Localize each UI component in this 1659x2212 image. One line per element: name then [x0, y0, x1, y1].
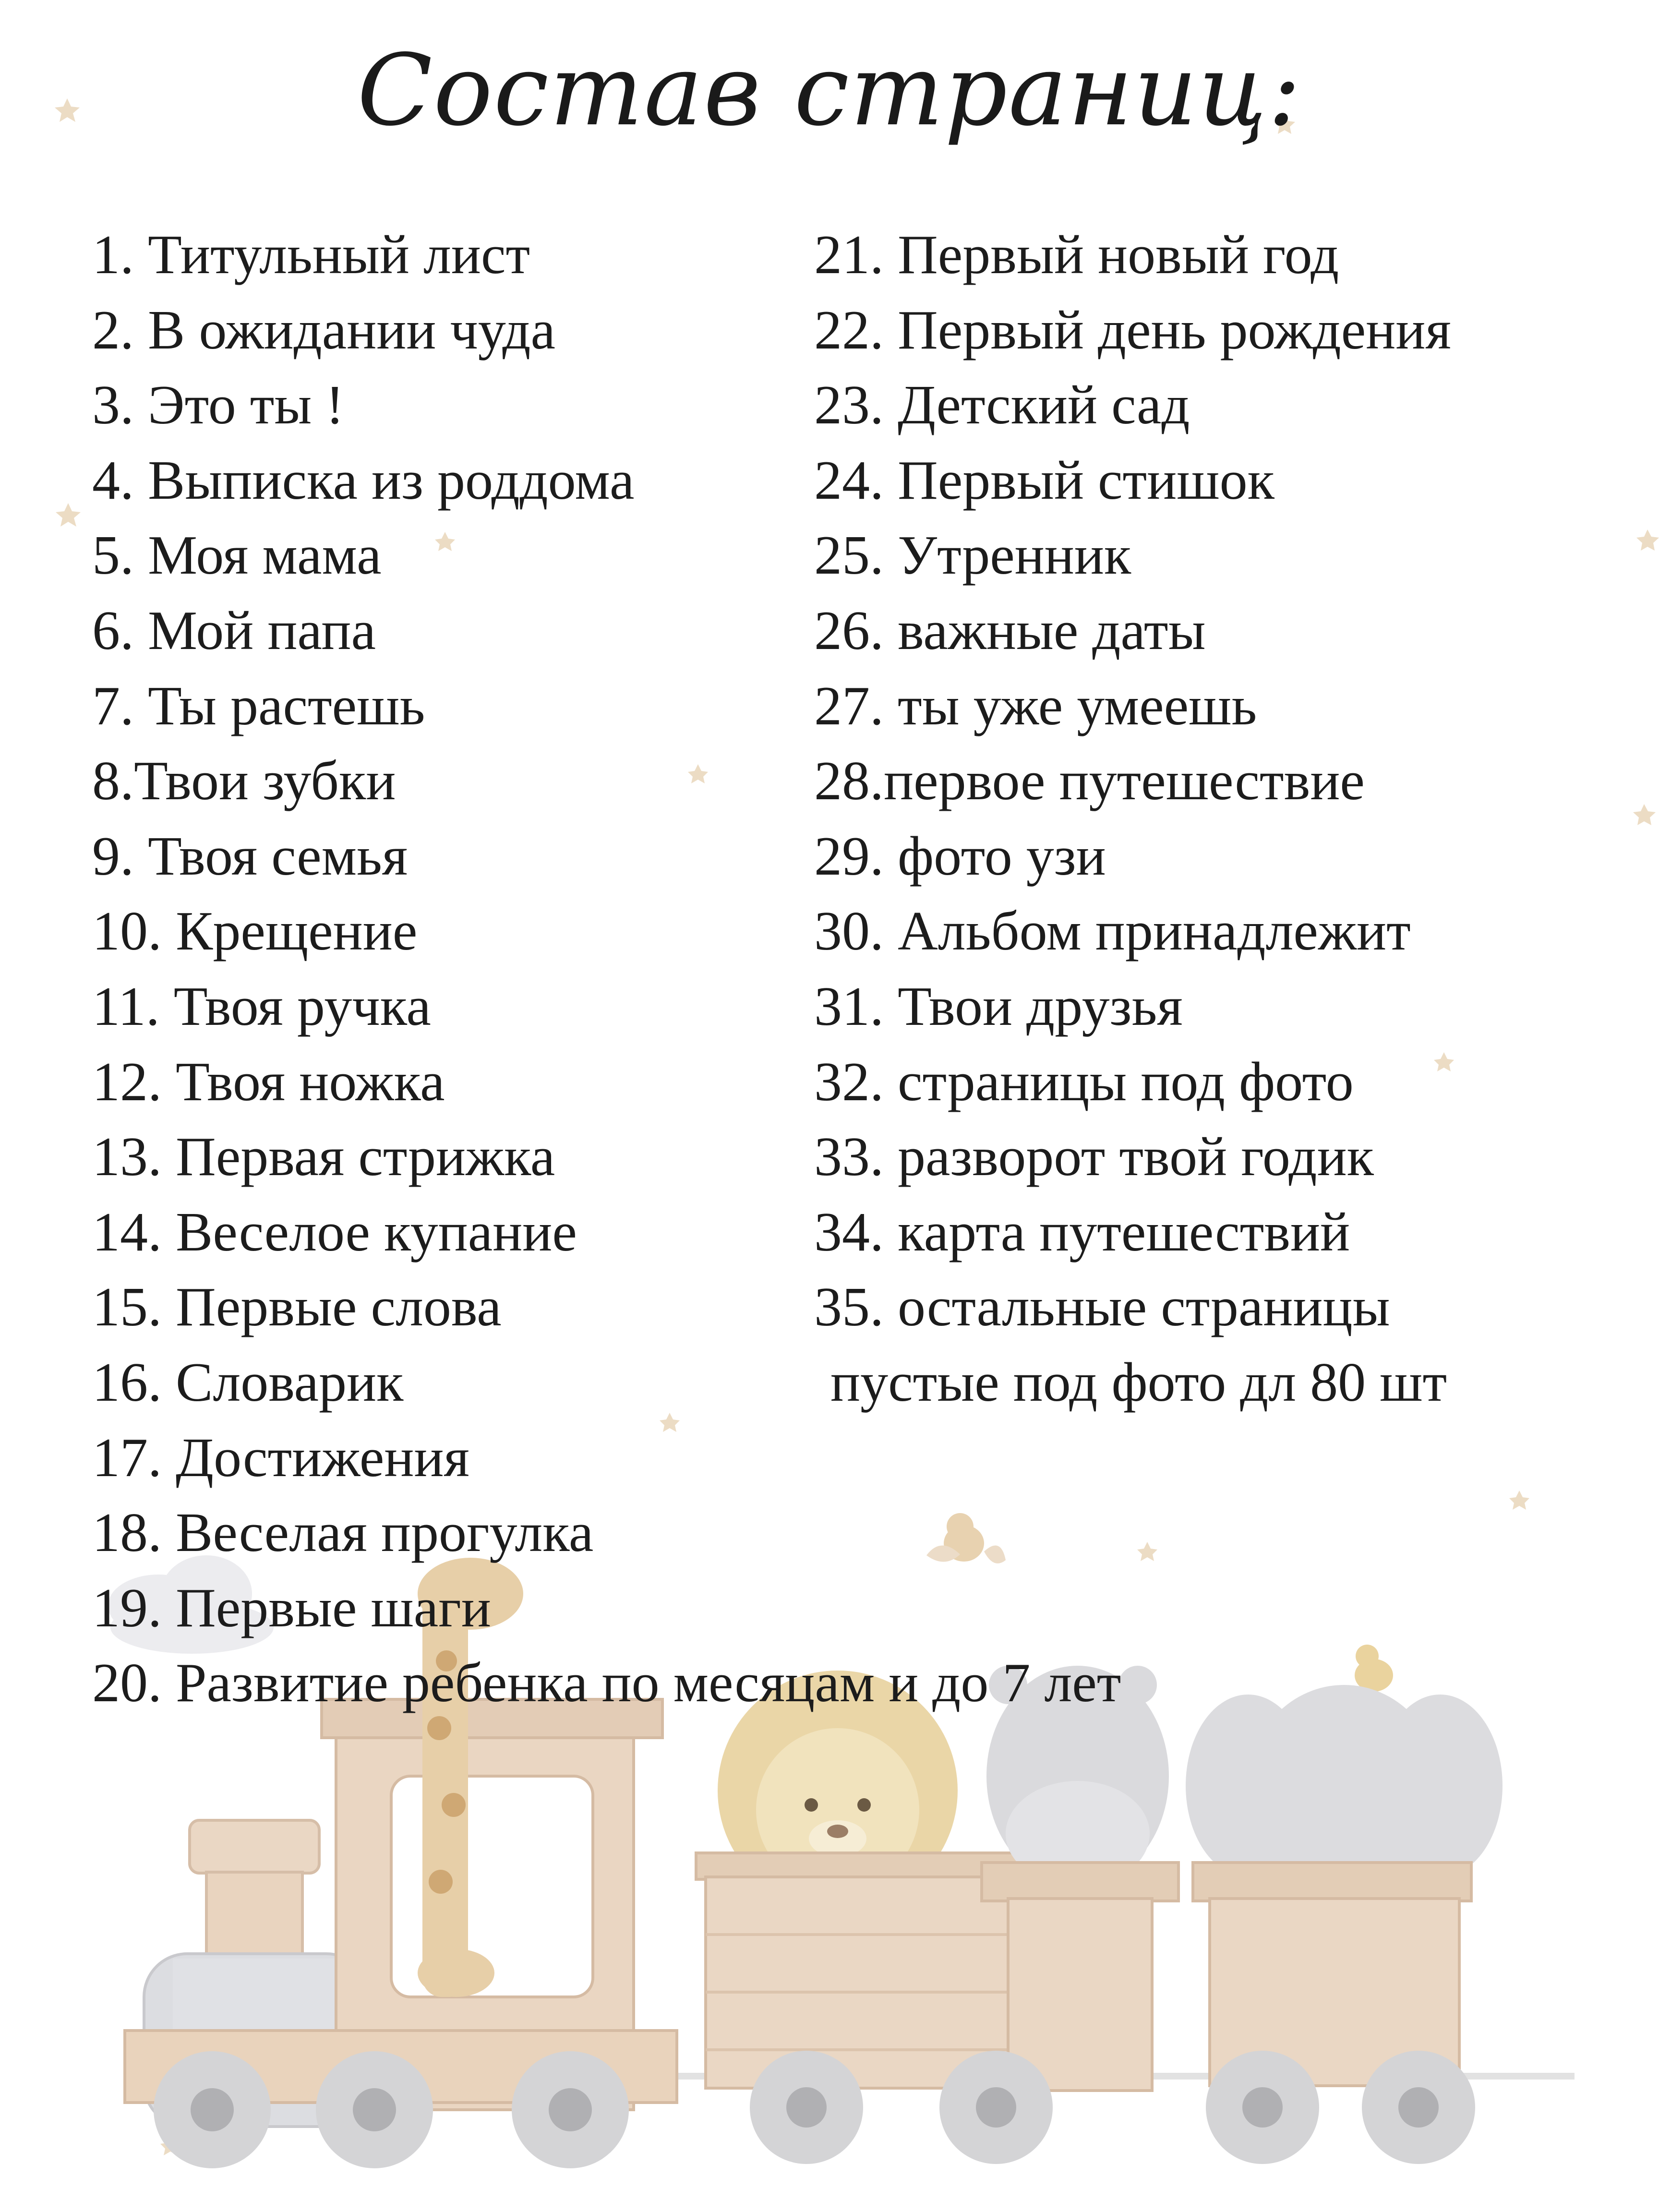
list-item: 10. Крещение — [92, 901, 418, 962]
page-title: Состав страниц: — [357, 34, 1302, 148]
list-item: 11. Твоя ручка — [92, 975, 431, 1037]
list-item: 34. карта путешествий — [814, 1201, 1350, 1263]
small-bird-icon — [1355, 1645, 1393, 1692]
list-item: 27. ты уже умеешь — [814, 675, 1257, 737]
wheel — [154, 2051, 271, 2168]
list-item: 13. Первая стрижка — [92, 1126, 555, 1188]
wheels — [154, 2051, 1475, 2168]
list-item: 22. Первый день рождения — [814, 299, 1451, 361]
list-note: пустые под фото дл 80 шт — [830, 1351, 1447, 1413]
wheel — [316, 2051, 433, 2168]
list-item: 23. Детский сад — [814, 374, 1190, 436]
contents-list-right — [814, 217, 1451, 1420]
list-item: 12. Твоя ножка — [92, 1051, 445, 1113]
list-item: 3. Это ты ! — [92, 374, 345, 436]
list-item: 31. Твои друзья — [814, 975, 1183, 1037]
wheel — [1362, 2051, 1475, 2164]
star-icon — [1636, 529, 1659, 551]
list-item: 35. остальные страницы — [814, 1276, 1390, 1338]
list-item: 24. Первый стишок — [814, 449, 1274, 511]
list-item: 29. фото узи — [814, 825, 1106, 887]
wheel — [1206, 2051, 1319, 2164]
list-item: 7. Ты растешь — [92, 675, 425, 737]
list-item: 30. Альбом принадлежит — [814, 901, 1411, 962]
wheel — [750, 2051, 863, 2164]
list-item: 2. В ожидании чуда — [92, 299, 555, 361]
wheel — [939, 2051, 1053, 2164]
list-item: 5. Моя мама — [92, 525, 382, 587]
list-item: 9. Твоя семья — [92, 825, 408, 887]
list-item: 33. разворот твой годик — [814, 1126, 1374, 1188]
list-item: 18. Веселая прогулка — [92, 1502, 594, 1564]
list-item: 16. Словарик — [92, 1351, 404, 1413]
list-item: 6. Мой папа — [92, 600, 376, 661]
list-item: 20. Развитие ребенка по месяцам и до 7 лет — [92, 1652, 1121, 1714]
list-item: 17. Достижения — [92, 1427, 469, 1489]
list-item: 19. Первые шаги — [92, 1577, 491, 1639]
star-icon — [1137, 1542, 1157, 1561]
list-item: 8.Твои зубки — [92, 750, 396, 812]
list-item: 25. Утренник — [814, 525, 1131, 587]
list-item: 1. Титульный лист — [92, 224, 530, 286]
list-item: 26. важные даты — [814, 600, 1206, 661]
star-icon — [56, 503, 81, 527]
star-icon — [1509, 1491, 1529, 1510]
list-item: 15. Первые слова — [92, 1276, 502, 1338]
list-item: 32. страницы под фото — [814, 1051, 1354, 1113]
wheel — [512, 2051, 629, 2168]
star-icon — [1633, 804, 1656, 825]
list-item: 28.первое путешествие — [814, 750, 1365, 812]
list-item: 21. Первый новый год — [814, 224, 1339, 286]
list-item: 14. Веселое купание — [92, 1201, 577, 1263]
list-item: 4. Выписка из роддома — [92, 449, 635, 511]
